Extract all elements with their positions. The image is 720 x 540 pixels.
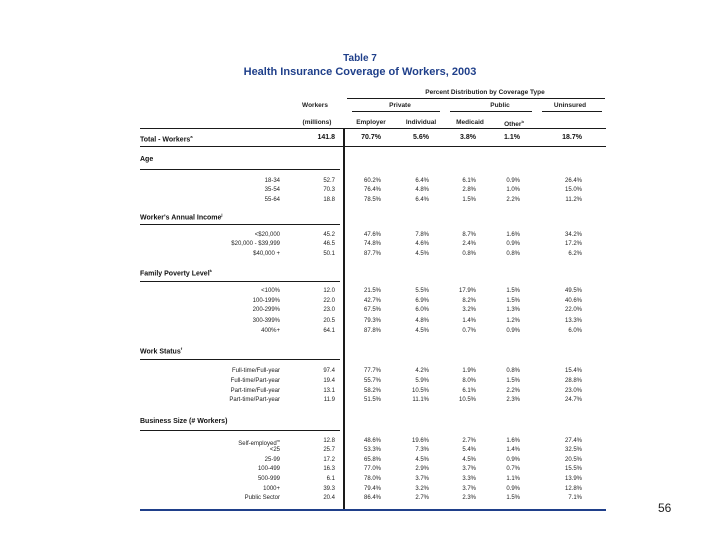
section-title: Work Status$^f$ (140, 346, 183, 356)
cell-medicaid: 0.7% (462, 328, 476, 334)
uninsured-rule (542, 111, 602, 112)
section-title: Family Poverty Level$^k$ (140, 268, 212, 278)
row-label: 500-999 (257, 476, 280, 482)
cell-other: 1.5% (506, 378, 520, 384)
cell-workers: 45.2 (323, 232, 335, 238)
cell-employer: 65.8% (363, 457, 381, 463)
cell-medicaid: 4.5% (462, 457, 476, 463)
header-workers: Workers (302, 102, 328, 109)
total-bottom-rule (140, 146, 606, 147)
cell-uninsured: 32.5% (564, 447, 582, 453)
private-rule (352, 111, 440, 112)
cell-uninsured: 13.9% (564, 476, 582, 482)
cell-uninsured: 34.2% (564, 232, 582, 238)
cell-individual: 10.5% (411, 388, 429, 394)
cell-workers: 6.1 (326, 476, 335, 482)
row-label: 55-64 (264, 197, 280, 203)
cell-individual: 6.4% (415, 197, 429, 203)
cell-employer: 21.5% (363, 288, 381, 294)
table-title: Table 7 (343, 53, 377, 64)
cell-employer: 79.4% (363, 486, 381, 492)
cell-individual: 6.0% (415, 307, 429, 313)
cell-individual: 3.2% (415, 486, 429, 492)
total-label: Total - Workers$^a$ (140, 134, 193, 144)
cell-individual: 4.5% (415, 457, 429, 463)
cell-employer: 42.7% (363, 298, 381, 304)
cell-workers: 20.5 (323, 318, 335, 324)
section-rule (140, 430, 340, 431)
cell-medicaid: 5.4% (462, 447, 476, 453)
cell-other: 1.6% (506, 232, 520, 238)
cell-employer: 78.5% (363, 197, 381, 203)
row-label: $40,000 + (253, 251, 280, 257)
row-label: 400%+ (261, 328, 280, 334)
cell-individual: 19.6% (411, 438, 429, 444)
public-rule (450, 111, 532, 112)
cell-individual: 7.3% (415, 447, 429, 453)
row-label: 1000+ (263, 486, 280, 492)
header-employer: Employer (356, 119, 386, 126)
header-public: Public (490, 102, 510, 109)
cell-workers: 23.0 (323, 307, 335, 313)
cell-individual: 4.2% (415, 368, 429, 374)
cell-workers: 12.8 (323, 438, 335, 444)
cell-medicaid: 2.7% (462, 438, 476, 444)
cell-employer: 76.4% (363, 187, 381, 193)
row-label: Public Sector (244, 495, 280, 501)
cell-individual: 4.5% (415, 328, 429, 334)
header-private: Private (389, 102, 411, 109)
cell-workers: 22.0 (323, 298, 335, 304)
total-medicaid: 3.8% (460, 134, 476, 141)
cell-employer: 78.0% (363, 476, 381, 482)
cell-uninsured: 22.0% (564, 307, 582, 313)
cell-employer: 79.3% (363, 318, 381, 324)
section-rule (140, 281, 340, 282)
cell-other: 0.9% (506, 486, 520, 492)
cell-medicaid: 2.4% (462, 241, 476, 247)
cell-other: 1.1% (506, 476, 520, 482)
table-subtitle: Health Insurance Coverage of Workers, 2003 (243, 66, 477, 78)
cell-medicaid: 8.2% (462, 298, 476, 304)
row-label: 100-199% (252, 298, 280, 304)
cell-medicaid: 10.5% (458, 397, 476, 403)
cell-uninsured: 6.2% (568, 251, 582, 257)
cell-medicaid: 17.9% (458, 288, 476, 294)
section-title: Age (140, 156, 154, 163)
table-bottom-rule (140, 509, 606, 511)
cell-medicaid: 3.2% (462, 307, 476, 313)
cell-employer: 53.3% (363, 447, 381, 453)
cell-uninsured: 24.7% (564, 397, 582, 403)
cell-other: 0.7% (506, 466, 520, 472)
cell-individual: 5.5% (415, 288, 429, 294)
cell-uninsured: 15.4% (564, 368, 582, 374)
cell-workers: 13.1 (323, 388, 335, 394)
cell-employer: 48.6% (363, 438, 381, 444)
row-label: <100% (261, 288, 280, 294)
cell-uninsured: 7.1% (568, 495, 582, 501)
cell-other: 1.3% (506, 307, 520, 313)
cell-workers: 52.7 (323, 178, 335, 184)
cell-medicaid: 3.7% (462, 486, 476, 492)
cell-employer: 67.5% (363, 307, 381, 313)
page-number: 56 (658, 501, 672, 515)
cell-individual: 6.9% (415, 298, 429, 304)
cell-individual: 6.4% (415, 178, 429, 184)
cell-medicaid: 2.3% (462, 495, 476, 501)
cell-employer: 86.4% (363, 495, 381, 501)
row-label: $20,000 - $39,999 (231, 241, 280, 247)
header-other: Other$^b$ (504, 119, 524, 129)
cell-medicaid: 3.7% (462, 466, 476, 472)
cell-uninsured: 40.6% (564, 298, 582, 304)
header-individual: Individual (405, 119, 437, 126)
cell-other: 0.8% (506, 368, 520, 374)
cell-workers: 70.3 (323, 187, 335, 193)
total-employer: 70.7% (361, 134, 381, 141)
total-individual: 5.6% (413, 134, 429, 141)
total-uninsured: 18.7% (562, 134, 582, 141)
cell-employer: 55.7% (363, 378, 381, 384)
header-pct-dist: Percent Distribution by Coverage Type (425, 89, 545, 96)
row-label: <$20,000 (254, 232, 280, 238)
cell-individual: 2.7% (415, 495, 429, 501)
cell-workers: 16.3 (323, 466, 335, 472)
cell-other: 1.5% (506, 298, 520, 304)
cell-medicaid: 6.1% (462, 178, 476, 184)
cell-employer: 47.6% (363, 232, 381, 238)
cell-workers: 12.0 (323, 288, 335, 294)
cell-other: 0.9% (506, 457, 520, 463)
section-rule (140, 224, 340, 225)
cell-medicaid: 0.8% (462, 251, 476, 257)
total-workers: 141.8 (317, 134, 335, 141)
cell-medicaid: 1.4% (462, 318, 476, 324)
cell-individual: 4.8% (415, 187, 429, 193)
cell-other: 0.9% (506, 328, 520, 334)
cell-workers: 17.2 (323, 457, 335, 463)
cell-individual: 4.5% (415, 251, 429, 257)
cell-uninsured: 49.5% (564, 288, 582, 294)
cell-employer: 87.7% (363, 251, 381, 257)
cell-individual: 2.9% (415, 466, 429, 472)
cell-individual: 4.6% (415, 241, 429, 247)
row-label: Self-employed$^m$ (238, 438, 280, 447)
cell-uninsured: 23.0% (564, 388, 582, 394)
header-uninsured: Uninsured (553, 102, 587, 109)
cell-employer: 77.0% (363, 466, 381, 472)
cell-employer: 74.8% (363, 241, 381, 247)
cell-other: 0.8% (506, 251, 520, 257)
cell-other: 1.4% (506, 447, 520, 453)
row-label: 18-34 (264, 178, 280, 184)
cell-medicaid: 1.9% (462, 368, 476, 374)
cell-medicaid: 8.0% (462, 378, 476, 384)
row-label: <25 (269, 447, 280, 453)
cell-uninsured: 26.4% (564, 178, 582, 184)
cell-workers: 50.1 (323, 251, 335, 257)
cell-workers: 39.3 (323, 486, 335, 492)
cell-other: 0.9% (506, 241, 520, 247)
cell-medicaid: 8.7% (462, 232, 476, 238)
cell-other: 1.5% (506, 288, 520, 294)
cell-workers: 11.9 (323, 397, 335, 403)
cell-other: 1.0% (506, 187, 520, 193)
cell-uninsured: 6.0% (568, 328, 582, 334)
cell-workers: 20.4 (323, 495, 335, 501)
cell-workers: 97.4 (323, 368, 335, 374)
cell-other: 1.6% (506, 438, 520, 444)
cell-medicaid: 6.1% (462, 388, 476, 394)
row-label: 100-499 (257, 466, 280, 472)
cell-workers: 18.8 (323, 197, 335, 203)
cell-workers: 64.1 (323, 328, 335, 334)
cell-uninsured: 28.8% (564, 378, 582, 384)
row-label: Part-time/Part-year (229, 397, 280, 403)
section-title: Worker's Annual Income$^j$ (140, 212, 223, 222)
cell-individual: 4.8% (415, 318, 429, 324)
total-other: 1.1% (504, 134, 520, 141)
cell-other: 1.2% (506, 318, 520, 324)
section-title: Business Size (# Workers) (140, 418, 228, 425)
cell-uninsured: 13.3% (564, 318, 582, 324)
cell-individual: 5.9% (415, 378, 429, 384)
cell-employer: 58.2% (363, 388, 381, 394)
header-medicaid: Medicaid (456, 119, 484, 126)
cell-other: 2.2% (506, 197, 520, 203)
header-millions: (millions) (302, 119, 332, 126)
cell-medicaid: 2.8% (462, 187, 476, 193)
cell-workers: 46.5 (323, 241, 335, 247)
row-label: 300-399% (252, 318, 280, 324)
cell-other: 0.9% (506, 178, 520, 184)
cell-uninsured: 15.5% (564, 466, 582, 472)
cell-uninsured: 12.8% (564, 486, 582, 492)
cell-employer: 87.8% (363, 328, 381, 334)
row-label: Full-time/Part-year (230, 378, 280, 384)
header-rule (347, 98, 605, 99)
row-label: Part-time/Full-year (230, 388, 280, 394)
cell-individual: 11.1% (412, 397, 429, 403)
cell-medicaid: 1.5% (462, 197, 476, 203)
cell-employer: 51.5% (363, 397, 381, 403)
cell-individual: 7.8% (415, 232, 429, 238)
cell-other: 1.5% (506, 495, 520, 501)
cell-employer: 60.2% (363, 178, 381, 184)
cell-uninsured: 17.2% (564, 241, 582, 247)
cell-workers: 19.4 (323, 378, 335, 384)
cell-other: 2.2% (506, 388, 520, 394)
cell-uninsured: 11.2% (565, 197, 582, 203)
cell-uninsured: 27.4% (564, 438, 582, 444)
row-label: Full-time/Full-year (231, 368, 280, 374)
row-label: 25-99 (264, 457, 280, 463)
cell-other: 2.3% (506, 397, 520, 403)
cell-employer: 77.7% (363, 368, 381, 374)
cell-medicaid: 3.3% (462, 476, 476, 482)
cell-uninsured: 15.0% (564, 187, 582, 193)
cell-uninsured: 20.5% (564, 457, 582, 463)
section-rule (140, 359, 340, 360)
header-bottom-rule (140, 128, 606, 129)
row-label: 35-54 (264, 187, 280, 193)
cell-individual: 3.7% (415, 476, 429, 482)
row-label: 200-299% (252, 307, 280, 313)
section-rule (140, 169, 340, 170)
cell-workers: 25.7 (323, 447, 335, 453)
